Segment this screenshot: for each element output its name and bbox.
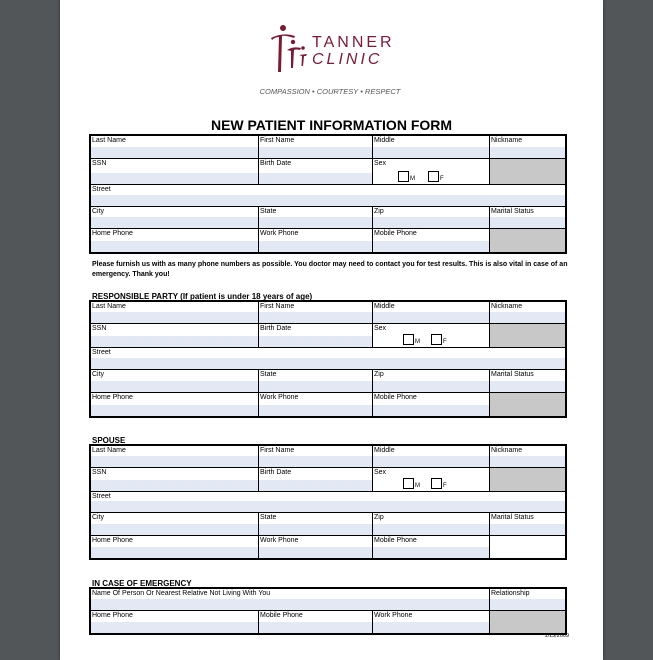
last-name-field[interactable]: Last Name <box>91 136 259 158</box>
sex-field: Sex M F <box>373 159 490 184</box>
sp-zip-field[interactable]: Zip <box>373 513 490 535</box>
emergency-form <box>89 587 567 635</box>
ssn-field[interactable]: SSN <box>91 159 259 184</box>
street-field[interactable]: Street <box>91 185 565 206</box>
rp-nickname-field[interactable]: Nickname <box>490 302 565 323</box>
sp-marital-status-field[interactable]: Marital Status <box>490 513 565 535</box>
rp-street-field[interactable]: Street <box>91 348 565 369</box>
state-field[interactable]: State <box>259 207 373 228</box>
shaded-cell <box>490 229 565 252</box>
em-mobile-phone-field[interactable]: Mobile Phone <box>259 611 373 633</box>
mobile-phone-field[interactable]: Mobile Phone <box>373 229 490 252</box>
sp-state-field[interactable]: State <box>259 513 373 535</box>
zip-field[interactable]: Zip <box>373 207 490 228</box>
em-work-phone-field[interactable]: Work Phone <box>373 611 490 633</box>
sp-birth-date-field[interactable]: Birth Date <box>259 468 373 491</box>
first-name-field[interactable]: First Name <box>259 136 373 158</box>
rp-state-field[interactable]: State <box>259 370 373 392</box>
male-checkbox[interactable] <box>398 171 409 182</box>
sp-mobile-phone-field[interactable]: Mobile Phone <box>373 536 490 558</box>
shaded-cell <box>490 159 565 184</box>
spouse-form <box>89 444 567 560</box>
marital-status-field[interactable]: Marital Status <box>490 207 565 228</box>
sp-ssn-field[interactable]: SSN <box>91 468 259 491</box>
rp-first-name-field[interactable]: First Name <box>259 302 373 323</box>
middle-field[interactable]: Middle <box>373 136 490 158</box>
rp-birth-date-field[interactable]: Birth Date <box>259 324 373 347</box>
page-title: NEW PATIENT INFORMATION FORM <box>210 117 453 133</box>
rp-marital-status-field[interactable]: Marital Status <box>490 370 565 392</box>
responsible-party-form <box>89 300 567 418</box>
section-spouse: SPOUSE <box>92 436 126 445</box>
rp-female-checkbox[interactable] <box>431 334 442 345</box>
section-responsible-party: RESPONSIBLE PARTY (If patient is under 18 years of age) <box>92 292 313 301</box>
shaded-cell <box>490 324 565 347</box>
rp-work-phone-field[interactable]: Work Phone <box>259 393 373 416</box>
nickname-field[interactable]: Nickname <box>490 136 565 158</box>
phone-note: Please furnish us with as many phone numbers as possible. You doctor may need to contact you for test results. This is also vital in case of an emergency. Thank you! <box>92 261 568 278</box>
rp-zip-field[interactable]: Zip <box>373 370 490 392</box>
rp-ssn-field[interactable]: SSN <box>91 324 259 347</box>
sp-last-name-field[interactable]: Last Name <box>91 446 259 467</box>
city-field[interactable]: City <box>91 207 259 228</box>
sp-home-phone-field[interactable]: Home Phone <box>91 536 259 558</box>
rp-sex-field: Sex M F <box>373 324 490 347</box>
emergency-name-field[interactable]: Name Of Person Or Nearest Relative Not Living With You <box>91 589 490 610</box>
sp-male-checkbox[interactable] <box>403 478 414 489</box>
revision-date: 1/13/2009 <box>544 633 569 639</box>
section-emergency: IN CASE OF EMERGENCY <box>92 579 192 588</box>
sp-work-phone-field[interactable]: Work Phone <box>259 536 373 558</box>
sp-female-checkbox[interactable] <box>431 478 442 489</box>
shaded-cell <box>490 468 565 491</box>
work-phone-field[interactable]: Work Phone <box>259 229 373 252</box>
relationship-field[interactable]: Relationship <box>490 589 565 610</box>
rp-mobile-phone-field[interactable]: Mobile Phone <box>373 393 490 416</box>
rp-last-name-field[interactable]: Last Name <box>91 302 259 323</box>
patient-form <box>89 134 567 254</box>
logo-line-2: CLINIC <box>312 51 383 68</box>
female-checkbox[interactable] <box>428 171 439 182</box>
sp-nickname-field[interactable]: Nickname <box>490 446 565 467</box>
birth-date-field[interactable]: Birth Date <box>259 159 373 184</box>
rp-city-field[interactable]: City <box>91 370 259 392</box>
sp-sex-field: Sex M F <box>373 468 490 491</box>
rp-male-checkbox[interactable] <box>403 334 414 345</box>
sp-middle-field[interactable]: Middle <box>373 446 490 467</box>
shaded-cell <box>490 393 565 416</box>
shaded-cell <box>490 611 565 633</box>
logo-tagline: COMPASSION • COURTESY • RESPECT <box>259 87 401 96</box>
em-home-phone-field[interactable]: Home Phone <box>91 611 259 633</box>
rp-home-phone-field[interactable]: Home Phone <box>91 393 259 416</box>
form-page <box>60 0 603 660</box>
sp-first-name-field[interactable]: First Name <box>259 446 373 467</box>
home-phone-field[interactable]: Home Phone <box>91 229 259 252</box>
shaded-cell <box>490 536 565 558</box>
sp-city-field[interactable]: City <box>91 513 259 535</box>
logo-line-1: TANNER <box>312 34 395 51</box>
rp-middle-field[interactable]: Middle <box>373 302 490 323</box>
sp-street-field[interactable]: Street <box>91 492 565 512</box>
